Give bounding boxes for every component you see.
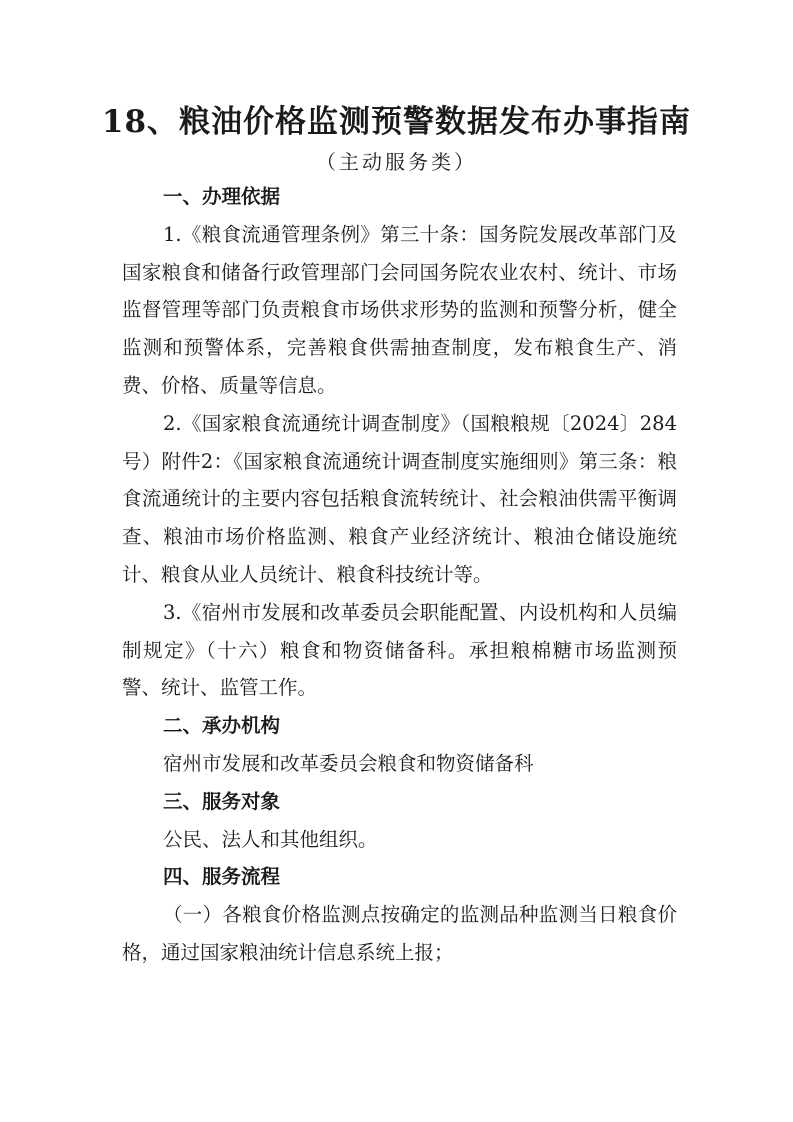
section-heading-agency: 二、承办机构 [163, 714, 281, 738]
process-paragraph-1: （一）各粮食价格监测点按确定的监测品种监测当日粮食价格，通过国家粮油统计信息系统上报； [122, 903, 677, 964]
section-heading-process: 四、服务流程 [163, 865, 281, 889]
section-heading-basis: 一、办理依据 [163, 185, 281, 208]
basis-paragraph-2: 2.《国家粮食流通统计调查制度》（国粮粮规〔2024〕284号）附件2：《国家粮食流通统计调查制度实施细则》第三条：粮食流通统计的主要内容包括粮食流转统计、社会粮油供需平衡调查、粮油市场价格监测、粮食产业经济统计、粮油仓储设施统计、粮食从业人员统计、粮食科技统计等。 [122, 411, 677, 586]
basis-paragraph-3: 3.《宿州市发展和改革委员会职能配置、内设机构和人员编制规定》（十六）粮食和物资储备科。承担粮棉糖市场监测预警、统计、监管工作。 [122, 600, 677, 700]
document-subtitle: （主动服务类） [316, 150, 477, 174]
target-text: 公民、法人和其他组织。 [163, 827, 378, 851]
document-title: 18、粮油价格监测预警数据发布办事指南 [101, 104, 692, 140]
agency-text: 宿州市发展和改革委员会粮食和物资储备科 [163, 751, 534, 775]
section-heading-target: 三、服务对象 [163, 789, 281, 813]
basis-paragraph-1: 1.《粮食流通管理条例》第三十条：国务院发展改革部门及国家粮食和储备行政管理部门会同国务院农业农村、统计、市场监督管理等部门负责粮食市场供求形势的监测和预警分析，健全监测和预警体系，完善粮食供需抽查制度，发布粮食生产、消费、价格、质量等信息。 [122, 222, 677, 397]
document-body [122, 178, 677, 972]
